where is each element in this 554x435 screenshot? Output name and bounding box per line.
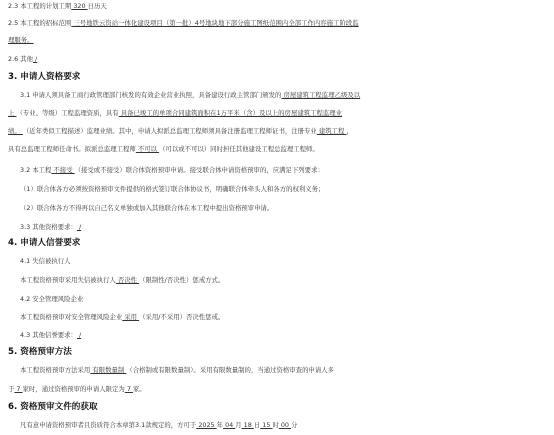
clause-3-1-line4 xyxy=(8,145,319,154)
clause-5-line2 xyxy=(8,385,146,394)
filled-value: 绩。 xyxy=(8,127,23,135)
clause-6 xyxy=(20,421,297,430)
section-6-heading: 6. 资格预审文件的获取 xyxy=(8,402,98,412)
clause-5 xyxy=(20,366,334,375)
filled-value: 具备已竣工的单项合同建筑面积在1万平米（含）及以上的房屋建筑工程监理业 xyxy=(118,109,343,117)
clause-2-5-cont xyxy=(8,36,34,45)
filled-value: 否决性 xyxy=(115,276,140,284)
filled-value: / xyxy=(76,223,82,231)
filled-value: 2025 xyxy=(196,421,217,429)
filled-value: 上 xyxy=(8,109,17,117)
clause-2-6 xyxy=(8,55,37,64)
clause-3-1-line3 xyxy=(8,127,353,136)
clause-4-1-title: 4.1 失信被执行人 xyxy=(20,257,71,265)
clause-3-2-item-2: （2）联合体各方不得再以自己名义单独或加入其他联合体在本工程中提出资格预审申请。 xyxy=(20,204,274,212)
filled-value: / xyxy=(32,55,38,63)
clause-4-3 xyxy=(20,331,81,340)
clause-text: （专业、等级）工程监理资质，具有 xyxy=(16,109,119,117)
section-5-heading: 5. 资格预审方法 xyxy=(8,347,72,357)
clause-text: （采用/不采用）否决性惩戒。 xyxy=(139,313,225,321)
clause-text: 具有总监理工程师任命书。拟派总监理工程师 xyxy=(8,145,136,153)
filled-value: 320 xyxy=(71,2,88,10)
clause-text: 日历天 xyxy=(87,2,107,10)
clause-text: 年 xyxy=(216,421,224,429)
clause-text: 月 xyxy=(235,421,242,429)
clause-text: 本工程资格预审方法采用 xyxy=(20,366,91,374)
filled-value: 00 xyxy=(278,421,292,429)
clause-text: （接受或不接受）联合体资格预审申请。接受联合体申请资格预审的，应满足下列要求： xyxy=(74,166,324,174)
clause-text: 2.6 其他 xyxy=(8,55,33,63)
clause-text: 分 xyxy=(291,421,298,429)
filled-value: 有限数量制 xyxy=(90,366,127,374)
filled-value: 不可以 xyxy=(135,145,160,153)
clause-text: 家。 xyxy=(132,385,146,393)
clause-text: 3.2 本工程 xyxy=(20,166,52,174)
section-4-heading: 4. 申请人信誉要求 xyxy=(8,238,81,248)
filled-value: / xyxy=(76,331,82,339)
clause-text: （可以或不可以）同时担任其他建设工程总监理工程师。 xyxy=(159,145,319,153)
clause-4-2 xyxy=(20,313,224,322)
clause-text: 凡有意申请资格预审者且资质符合本章第3.1款规定的，方可于 xyxy=(20,421,197,429)
filled-value: 7 xyxy=(124,385,133,393)
clause-3-2 xyxy=(20,166,324,175)
clause-text: （近年类似工程描述）监理业绩。其中，申请人拟派总监理工程师须具备注册监理工程师证书，注册专业 xyxy=(22,127,317,135)
clause-3-2-item-1: （1）联合体各方必须按资格预审文件提供的格式签订联合体协议书，明确联合体牵头人和各方的权利义务； xyxy=(20,185,325,193)
clause-text: 日 xyxy=(253,421,261,429)
filled-value: 04 xyxy=(223,421,236,429)
clause-text: 3.3 其他资格要求： xyxy=(20,223,77,231)
filled-value: 采用 xyxy=(122,313,140,321)
clause-3-1-line2 xyxy=(8,109,342,118)
clause-text: ， xyxy=(346,127,353,135)
clause-text: 2.5 本工程的招标范围 xyxy=(8,19,72,27)
clause-text: 2.3 本工程的计划工期 xyxy=(8,2,72,10)
clause-text: 本工程资格预审采用失信被执行人 xyxy=(20,276,116,284)
clause-text: （限制性/否决性）惩戒方式。 xyxy=(139,276,225,284)
filled-value: 理服务。 xyxy=(8,36,34,44)
filled-value: 不接受 xyxy=(51,166,75,174)
filled-value: 房屋建筑工程监理乙级及以 xyxy=(281,91,361,99)
clause-text: 本工程资格预审对安全管理风险企业 xyxy=(20,313,123,321)
clause-3-1 xyxy=(20,91,360,100)
clause-text: 时 xyxy=(272,421,279,429)
clause-4-2-title: 4.2 安全管理风险企业 xyxy=(20,295,84,303)
clause-text: （合格制或有限数量制）。采用有限数量制的，当通过资格审查的申请人多 xyxy=(126,366,335,374)
clause-text: 于 xyxy=(8,385,15,393)
filled-value: 三号地铁云资站一体化建设项目（第一批）4号地块地下部分施工图纸范围内全部工作内容施工阶段监 xyxy=(71,19,359,27)
clause-3-3 xyxy=(20,223,81,232)
filled-value: 建筑工程 xyxy=(316,127,347,135)
filled-value: 15 xyxy=(260,421,273,429)
filled-value: 18 xyxy=(241,421,254,429)
filled-value: 7 xyxy=(14,385,23,393)
clause-2-5 xyxy=(8,19,359,28)
clause-text: 4.3 其他信誉要求： xyxy=(20,331,77,339)
clause-4-1 xyxy=(20,276,224,285)
section-3-heading: 3. 申请人资格要求 xyxy=(8,72,81,82)
clause-text: 家时，通过资格预审的申请人限定为 xyxy=(22,385,125,393)
clause-2-3 xyxy=(8,2,107,11)
clause-text: 3.1 申请人须具备工商行政管理部门核发的有效企业营业执照，具备建设行政主管部门颁发的 xyxy=(20,91,282,99)
